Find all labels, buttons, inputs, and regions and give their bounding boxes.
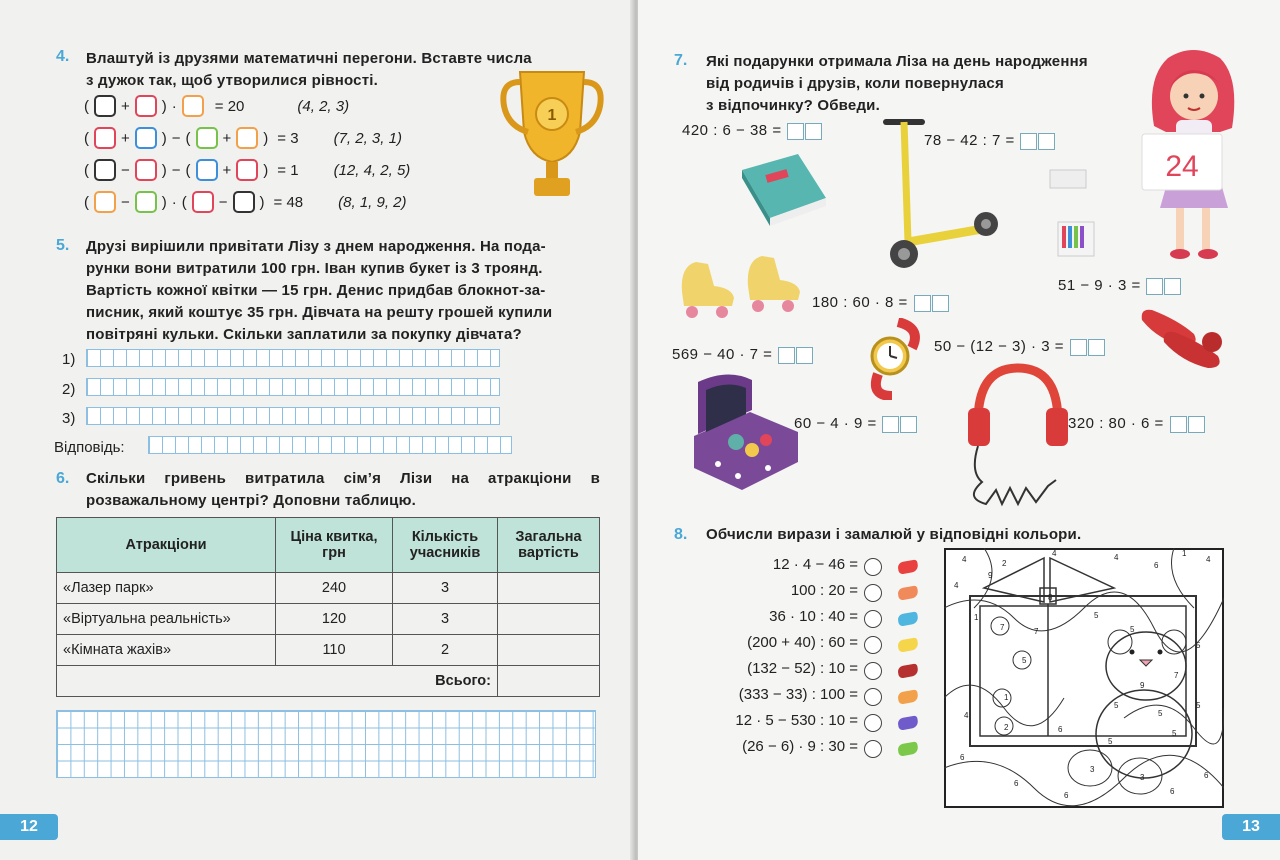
- color-expression: 36 · 10 : 40 =: [769, 608, 858, 625]
- color-expression: (132 − 52) : 10 =: [747, 660, 858, 677]
- answer-box[interactable]: [196, 159, 218, 181]
- answer-circle[interactable]: [864, 740, 882, 758]
- task4-row-4: ( − ) · ( − ) = 48 (8, 1, 9, 2): [84, 188, 407, 216]
- color-swatch: [897, 585, 919, 600]
- step-label-1: 1): [62, 351, 76, 368]
- header-total: Загальна вартість: [498, 518, 600, 573]
- picture-digit: 5: [1196, 701, 1201, 710]
- answer-box[interactable]: [94, 191, 116, 213]
- color-expression: (333 − 33) : 100 =: [738, 686, 858, 703]
- answer-box[interactable]: [236, 127, 258, 149]
- ticket-price: 240: [276, 573, 393, 604]
- picture-digit: 4: [1114, 553, 1119, 562]
- gift-expression: 51 − 9 · 3 =: [1058, 277, 1181, 295]
- picture-digit: 5: [1094, 611, 1099, 620]
- task4-text-1: Влаштуй із друзями математичні перегони. Вставте числа: [86, 50, 532, 67]
- picture-digit: 6: [1058, 725, 1063, 734]
- grand-total-cell[interactable]: [498, 666, 600, 697]
- answer-cell[interactable]: [1038, 133, 1055, 150]
- picture-digit: 5: [1158, 709, 1163, 718]
- answer-circle[interactable]: [864, 662, 882, 680]
- gift-expression: 569 − 40 · 7 =: [672, 346, 813, 364]
- picture-digit: 5: [1172, 729, 1177, 738]
- picture-digit: 2: [1004, 723, 1009, 732]
- picture-digit: 9: [1140, 681, 1145, 690]
- table-row: [57, 604, 600, 635]
- task5-number: 5.: [56, 237, 70, 254]
- picture-digit: 4: [962, 555, 967, 564]
- answer-cell[interactable]: [1164, 278, 1181, 295]
- picture-digit: 1: [974, 613, 979, 622]
- answer-circle[interactable]: [864, 610, 882, 628]
- picture-digit: 3: [1140, 773, 1145, 782]
- page-number: 13: [1222, 814, 1280, 840]
- color-swatch: [897, 663, 919, 678]
- attractions-table: [56, 517, 600, 697]
- answer-box[interactable]: [233, 191, 255, 213]
- picture-digit: 4: [1206, 555, 1211, 564]
- picture-digit: 9: [988, 571, 993, 580]
- total-cost-cell[interactable]: [498, 635, 600, 666]
- attraction-name: «Кімната жахів»: [57, 635, 276, 666]
- task4-row-3: ( − ) − ( + ) = 1 (12, 4, 2, 5): [84, 156, 410, 184]
- row-result: = 48: [273, 193, 304, 211]
- picture-digit: 5: [1114, 701, 1119, 710]
- participant-count: 2: [393, 635, 498, 666]
- answer-circle[interactable]: [864, 714, 882, 732]
- book-icon[interactable]: [738, 148, 830, 226]
- picture-digit: 6: [1204, 771, 1209, 780]
- header-price: Ціна квитка, грн: [276, 518, 393, 573]
- picture-digit: 7: [1174, 671, 1179, 680]
- answer-cell[interactable]: [882, 416, 899, 433]
- row-numbers: (4, 2, 3): [297, 97, 350, 115]
- picture-digit: 2: [1002, 559, 1007, 568]
- table-total-row: [57, 666, 600, 697]
- gift-expression: 320 : 80 · 6 =: [1068, 415, 1205, 433]
- picture-digit: 1: [1182, 549, 1187, 558]
- answer-cell[interactable]: [1070, 339, 1087, 356]
- answer-box[interactable]: [236, 159, 258, 181]
- task6-number: 6.: [56, 470, 70, 487]
- answer-circle[interactable]: [864, 636, 882, 654]
- total-cost-cell[interactable]: [498, 573, 600, 604]
- answer-box[interactable]: [94, 159, 116, 181]
- answer-label: Відповідь:: [54, 439, 125, 456]
- task4-text-2: з дужок так, щоб утворилися рівності.: [86, 72, 378, 89]
- trophy-number: 1: [547, 107, 557, 124]
- answer-cell[interactable]: [932, 295, 949, 312]
- picture-digit: 5: [1022, 656, 1027, 665]
- answer-box[interactable]: [94, 95, 116, 117]
- picture-digit: 4: [1052, 549, 1057, 558]
- row-result: = 3: [277, 129, 299, 147]
- answer-circle[interactable]: [864, 558, 882, 576]
- color-swatch: [897, 637, 919, 652]
- answer-cell[interactable]: [1170, 416, 1187, 433]
- left-page: [0, 0, 634, 860]
- answer-cell[interactable]: [1188, 416, 1205, 433]
- task4-row-2: ( + ) − ( + ) = 3 (7, 2, 3, 1): [84, 124, 402, 152]
- color-swatch: [897, 559, 919, 574]
- task5-line-1: Друзі вирішили привітати Лізу з днем народження. На пода-: [86, 238, 546, 255]
- answer-cell[interactable]: [1146, 278, 1163, 295]
- work-grid[interactable]: [56, 710, 596, 778]
- answer-circle[interactable]: [864, 688, 882, 706]
- header-count: Кількість учасників: [393, 518, 498, 573]
- picture-digit: 7: [1034, 627, 1039, 636]
- roller-skates-icon[interactable]: [674, 252, 804, 322]
- color-expression: 12 · 4 − 46 =: [772, 556, 858, 573]
- answer-box[interactable]: [135, 127, 157, 149]
- task7-text-2: від родичів і друзів, коли повернулася: [706, 75, 1004, 92]
- task4-row-1: ( + ) · = 20 (4, 2, 3): [84, 92, 349, 120]
- row-result: = 20: [214, 97, 245, 115]
- picture-digit: 8: [1048, 593, 1053, 602]
- ticket-price: 120: [276, 604, 393, 635]
- headphones-icon[interactable]: [956, 362, 1082, 512]
- table-header-row: [57, 518, 600, 573]
- picture-digit: 6: [1170, 787, 1175, 796]
- table-row: [57, 635, 600, 666]
- task5-line-5: повітряні кульки. Скільки заплатили за покупку дівчата?: [86, 326, 522, 343]
- task7-text-3: з відпочинку? Обведи.: [706, 97, 880, 114]
- answer-box[interactable]: [135, 95, 157, 117]
- picture-digit: 4: [954, 581, 959, 590]
- task6-text-2: розважальному центрі? Доповни таблицю.: [86, 492, 416, 509]
- picture-digit: 6: [1014, 779, 1019, 788]
- table-row: [57, 573, 600, 604]
- participant-count: 3: [393, 604, 498, 635]
- girl-with-card-icon: [1128, 48, 1258, 268]
- gift-expression: 60 − 4 · 9 =: [794, 415, 917, 433]
- answer-grid-step-2[interactable]: [86, 378, 500, 396]
- page-number: 12: [0, 814, 58, 840]
- answer-box[interactable]: [192, 191, 214, 213]
- total-label: Всього:: [57, 666, 498, 697]
- answer-cell[interactable]: [1088, 339, 1105, 356]
- task5-line-3: Вартість кожної квітки — 15 грн. Денис придбав блокнот-за-: [86, 282, 546, 299]
- picture-digit: 5: [1196, 641, 1201, 650]
- color-swatch: [897, 741, 919, 756]
- shoes-icon[interactable]: [1138, 306, 1234, 372]
- gift-expression: 78 − 42 : 7 =: [924, 132, 1055, 150]
- color-expression: 12 · 5 − 530 : 10 =: [735, 712, 858, 729]
- attraction-name: «Лазер парк»: [57, 573, 276, 604]
- task7-number: 7.: [674, 52, 688, 69]
- markers-icon[interactable]: [1048, 166, 1098, 262]
- scooter-icon[interactable]: [878, 112, 1004, 276]
- card-number: 24: [1165, 150, 1199, 183]
- color-swatch: [897, 611, 919, 626]
- picture-digit: 7: [1000, 623, 1005, 632]
- answer-circle[interactable]: [864, 584, 882, 602]
- ticket-price: 110: [276, 635, 393, 666]
- row-numbers: (8, 1, 9, 2): [338, 193, 407, 211]
- picture-digit: 5: [1108, 737, 1113, 746]
- answer-cell[interactable]: [914, 295, 931, 312]
- picture-digit: 5: [1130, 625, 1135, 634]
- step-label-2: 2): [62, 381, 76, 398]
- task6-text-1: Скільки гривень витратила сім’я Лізи на атракціони в: [86, 470, 600, 487]
- row-result: = 1: [277, 161, 299, 179]
- color-expression: (200 + 40) : 60 =: [747, 634, 858, 651]
- task4-number: 4.: [56, 48, 70, 65]
- answer-box[interactable]: [196, 127, 218, 149]
- answer-grid-step-1[interactable]: [86, 349, 500, 367]
- answer-box[interactable]: [135, 191, 157, 213]
- answer-cell[interactable]: [796, 347, 813, 364]
- row-numbers: (12, 4, 2, 5): [333, 161, 411, 179]
- color-swatch: [897, 689, 919, 704]
- answer-cell[interactable]: [805, 123, 822, 140]
- teddy-bear-coloring-picture[interactable]: [944, 548, 1224, 808]
- picture-digit: 6: [1064, 791, 1069, 800]
- task5-line-2: рунки вони витратили 100 грн. Іван купив букет із 3 троянд.: [86, 260, 543, 277]
- attraction-name: «Віртуальна реальність»: [57, 604, 276, 635]
- total-cost-cell[interactable]: [498, 604, 600, 635]
- picture-digit: 4: [964, 711, 969, 720]
- answer-box[interactable]: [94, 127, 116, 149]
- picture-digit: 1: [1004, 693, 1009, 702]
- header-attractions: Атракціони: [57, 518, 276, 573]
- trophy-icon: [498, 66, 606, 206]
- gift-expression: 420 : 6 − 38 =: [682, 122, 822, 140]
- watch-icon[interactable]: [862, 318, 928, 400]
- color-expression: (26 − 6) · 9 : 30 =: [742, 738, 858, 755]
- task8-number: 8.: [674, 526, 688, 543]
- answer-grid-step-3[interactable]: [86, 407, 500, 425]
- row-numbers: (7, 2, 3, 1): [333, 129, 402, 147]
- gift-expression: 180 : 60 · 8 =: [812, 294, 949, 312]
- participant-count: 3: [393, 573, 498, 604]
- answer-cell[interactable]: [787, 123, 804, 140]
- answer-box[interactable]: [135, 159, 157, 181]
- color-swatch: [897, 715, 919, 730]
- jewelry-box-icon[interactable]: [688, 372, 800, 496]
- right-page: [638, 0, 1280, 860]
- answer-cell[interactable]: [1020, 133, 1037, 150]
- task8-text: Обчисли вирази і замалюй у відповідні кольори.: [706, 526, 1082, 543]
- picture-digit: 3: [1090, 765, 1095, 774]
- gift-expression: 50 − (12 − 3) · 3 =: [934, 338, 1105, 356]
- picture-digit: 6: [1154, 561, 1159, 570]
- answer-cell[interactable]: [778, 347, 795, 364]
- step-label-3: 3): [62, 410, 76, 427]
- answer-grid-final[interactable]: [148, 436, 512, 454]
- answer-cell[interactable]: [900, 416, 917, 433]
- task7-text-1: Які подарунки отримала Ліза на день народження: [706, 53, 1088, 70]
- color-expression: 100 : 20 =: [790, 582, 858, 599]
- answer-box[interactable]: [182, 95, 204, 117]
- task5-line-4: писник, який коштує 35 грн. Дівчата на решту грошей купили: [86, 304, 553, 321]
- picture-digit: 6: [960, 753, 965, 762]
